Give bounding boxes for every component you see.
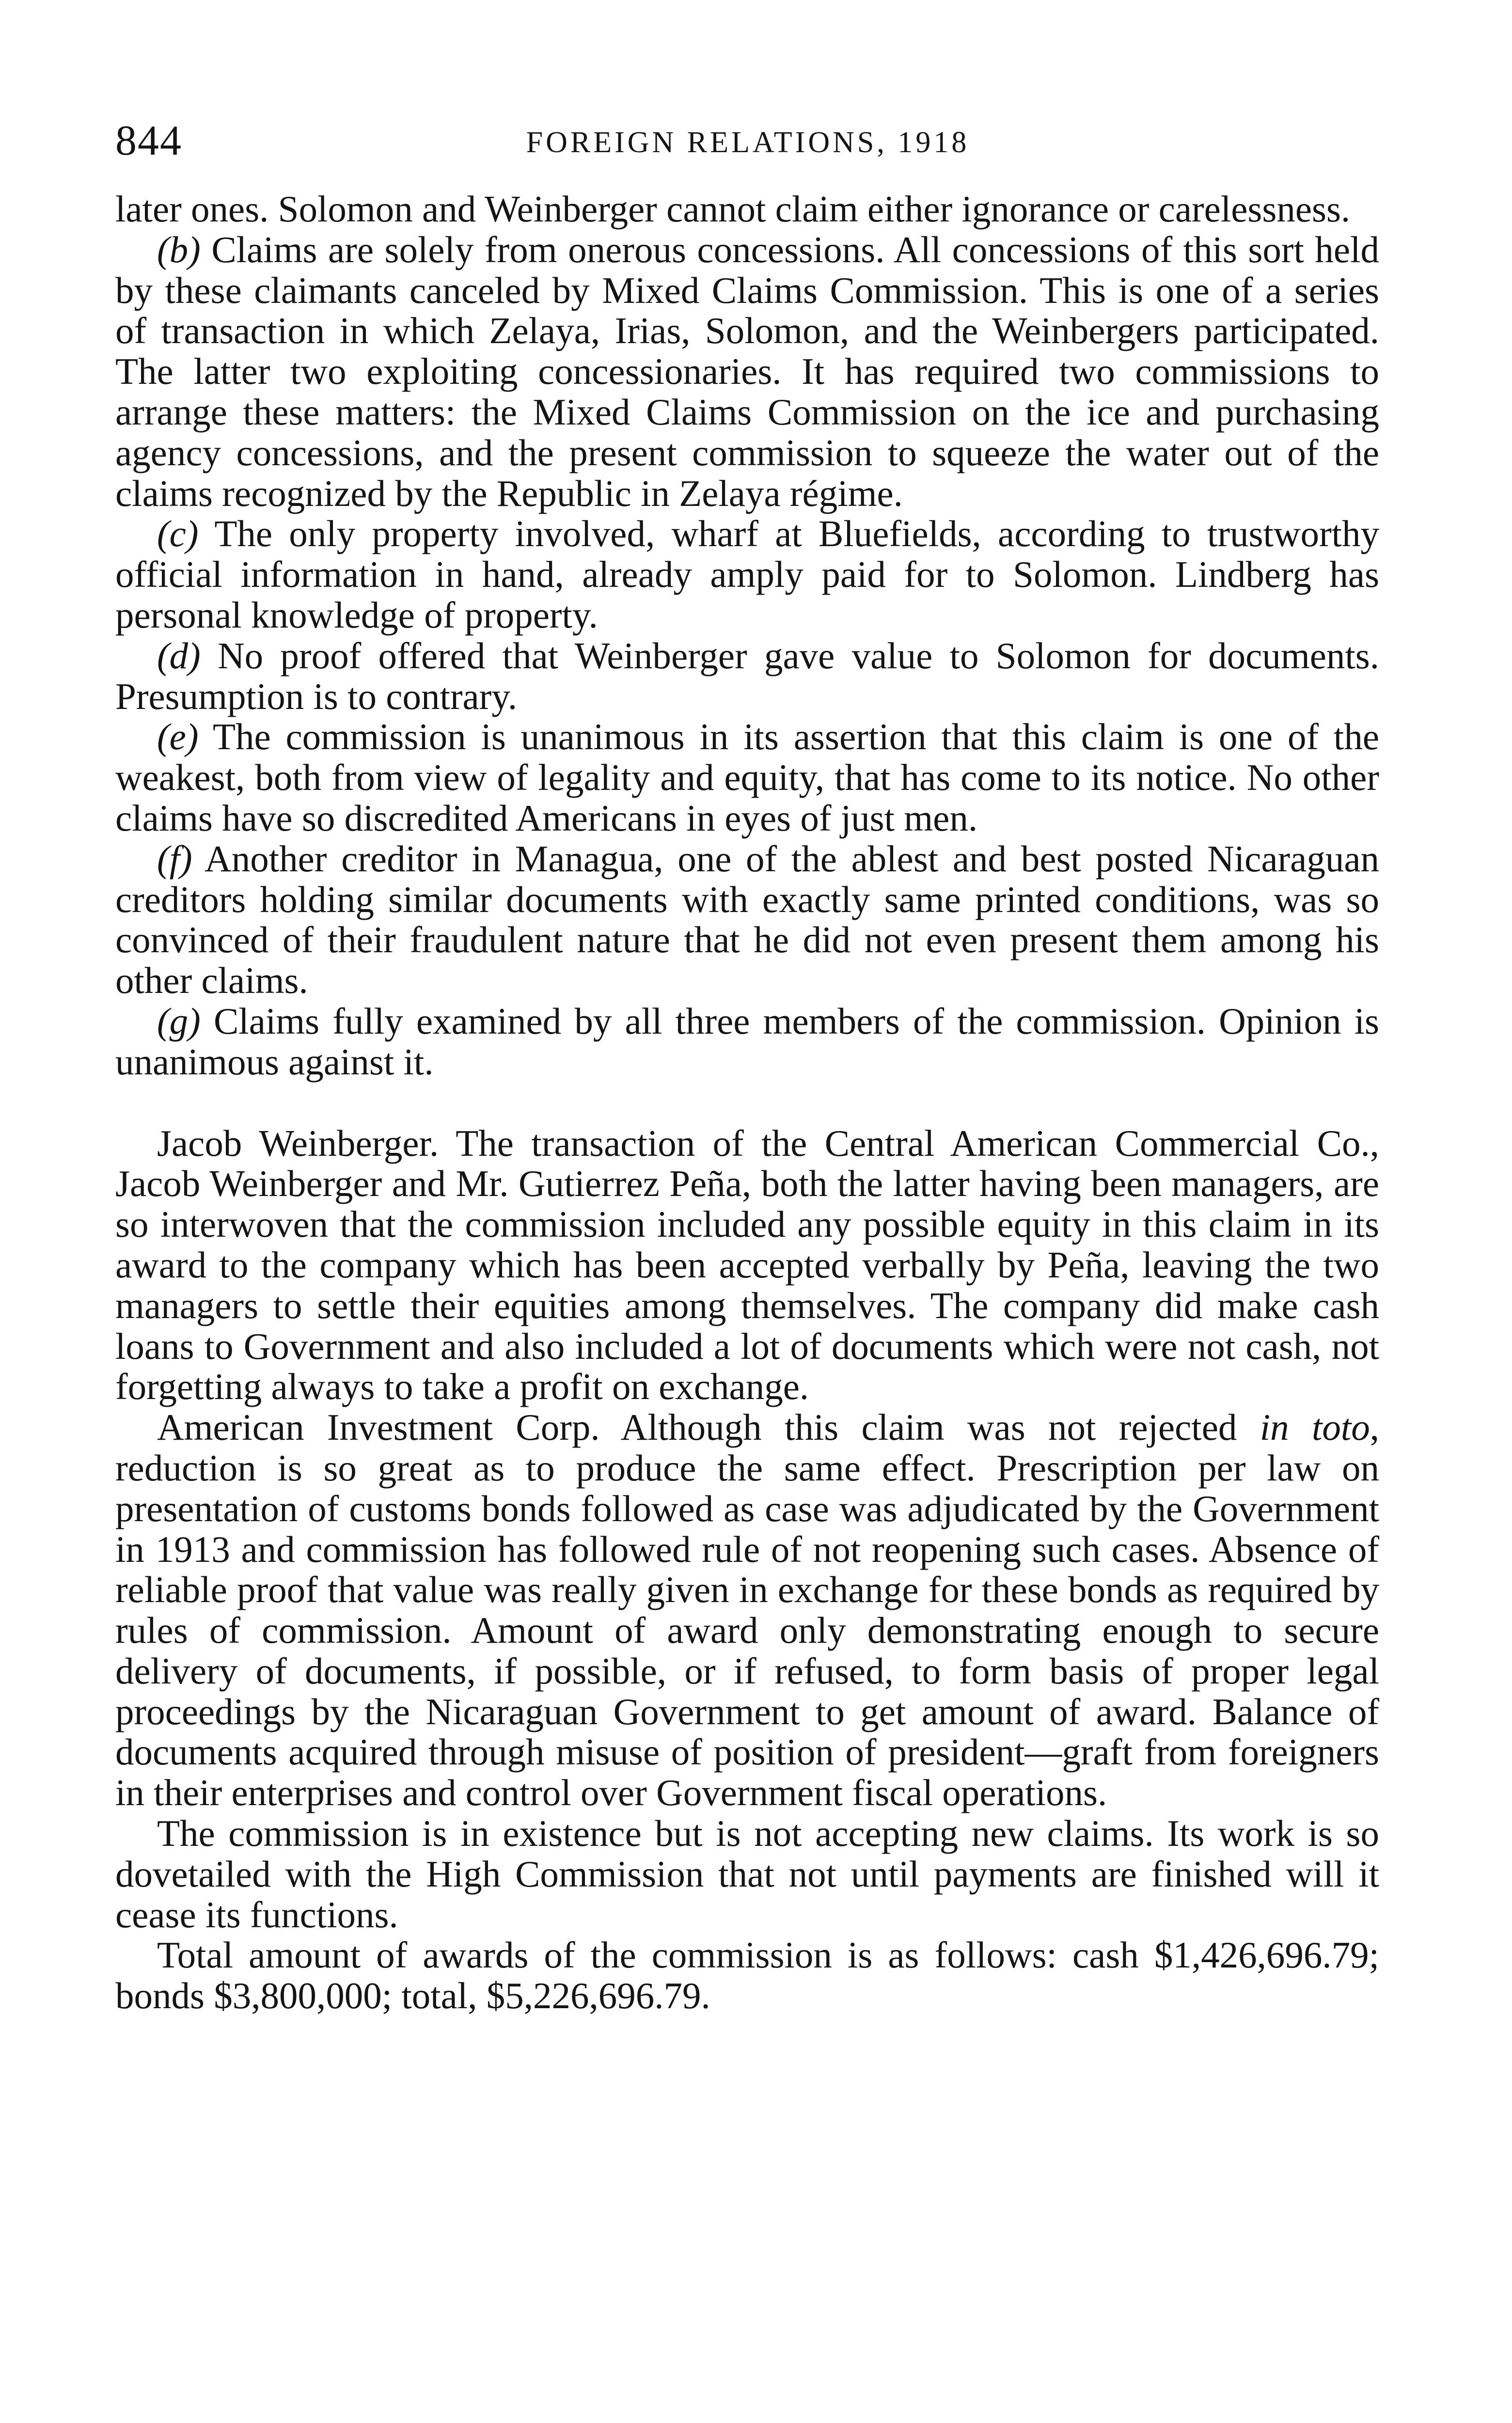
latin-phrase: in toto [1260, 1406, 1370, 1448]
item-label: (b) [157, 228, 201, 270]
paragraph-text: Claims are solely from onerous concessions. All concessions of this sort held by these claimants canceled by Mixed Claims Commission. This is one of a series of transaction in which Zelaya, Irias, Solomon, and the Weinbergers participated. The latter two exploiting concessionaries. It has required two commissions to arrange these matters: the Mixed Claims Commission on the ice and purchasing agency concessions, and the present commission to squeeze the water out of the claims recognized by the Republic in Zelaya régime. [115, 228, 1379, 514]
paragraph-jacob-weinberger [115, 1123, 1379, 1408]
paragraph-text: Claims fully examined by all three members of the commission. Opinion is unanimous against it. [115, 1000, 1379, 1083]
paragraph-item-f [115, 839, 1379, 1001]
page-number: 844 [115, 117, 182, 164]
paragraph-american-investment [115, 1407, 1379, 1813]
paragraph-item-d [115, 636, 1379, 717]
paragraph-text: later ones. Solomon and Weinberger cannot claim either ignorance or carelessness. [115, 188, 1351, 230]
paragraph-item-c [115, 514, 1379, 635]
paragraph-text: The commission is unanimous in its assertion that this claim is one of the weakest, both from view of legality and equity, that has come to its notice. No other claims have so discredited Americans in eyes of just men. [115, 716, 1380, 839]
paragraph-text: Jacob Weinberger. The transaction of the Central American Commercial Co., Jacob Weinberger and Mr. Gutierrez Peña, both the latter having been managers, are so interwoven that the commission included any possible equity in this claim in its award to the company which has been accepted verbally by Peña, leaving the two managers to settle their equities among themselves. The company did make cash loans to Government and also included a lot of documents which were not cash, not forgetting always to take a profit on exchange. [115, 1122, 1379, 1408]
paragraph-text: Total amount of awards of the commission is as follows: cash $1,426,696.79; bonds $3,800,000; total, $5,226,696.79. [115, 1934, 1379, 2017]
item-label: (c) [157, 513, 199, 555]
paragraph-continuation [115, 189, 1379, 230]
paragraph-item-b [115, 230, 1379, 514]
item-label: (g) [157, 1000, 201, 1042]
running-title: FOREIGN RELATIONS, 1918 [526, 126, 970, 159]
paragraph-item-e [115, 717, 1379, 838]
paragraph-text: , reduction is so great as to produce the same effect. Prescription per law on presentation of customs bonds followed as case was adjudicated by the Government in 1913 and commission has followed rule of not reopening such cases. Absence of reliable proof that value was really given in exchange for these bonds as required by rules of commission. Amount of award only demonstrating enough to secure delivery of documents, if possible, or if refused, to form basis of proper legal proceedings by the Nicaraguan Government to get amount of award. Balance of documents acquired through misuse of position of president—graft from foreigners in their enterprises and control over Government fiscal operations. [115, 1406, 1380, 1814]
item-label: (f) [157, 837, 192, 880]
paragraph-lead: American Investment Corp. Although this claim was not rejected [157, 1406, 1237, 1448]
paragraph-text: The commission is in existence but is not accepting new claims. Its work is so dovetailed with the High Commission that not until payments are finished will it cease its functions. [115, 1812, 1379, 1935]
body-text [115, 189, 1379, 2016]
paragraph-item-g [115, 1001, 1379, 1083]
item-label: (d) [157, 634, 201, 677]
paragraph-text: Another creditor in Managua, one of the ablest and best posted Nicaraguan creditors holding similar documents with exactly same printed conditions, was so convinced of their fraudulent nature that he did not even present them among his other claims. [115, 837, 1379, 1002]
running-head [115, 114, 1380, 168]
item-label: (e) [157, 716, 199, 758]
paragraph-text: The only property involved, wharf at Bluefields, according to trustworthy official information in hand, already amply paid for to Solomon. Lindberg has personal knowledge of property. [115, 513, 1380, 636]
paragraph-total-awards [115, 1935, 1379, 2016]
paragraph-commission-existence [115, 1813, 1379, 1935]
paragraph-text: No proof offered that Weinberger gave value to Solomon for documents. Presumption is to contrary. [115, 634, 1380, 717]
